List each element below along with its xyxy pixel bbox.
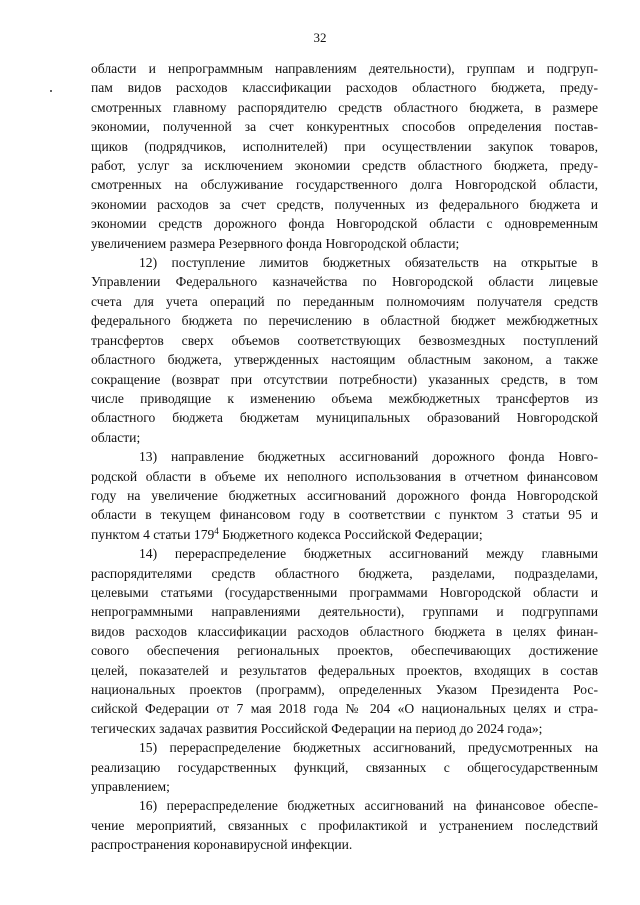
text-line: тегических задачах развития Российской Федерации на период до 2024 года»; [91, 720, 543, 736]
text-line [91, 525, 598, 544]
text-line: реализацию государственных функций, связанных с общегосударственным [91, 759, 598, 775]
text-line: 16) перераспределение бюджетных ассигнований на финансовое обеспе- [139, 798, 598, 814]
text-line: экономии средств дорожного фонда Новгородской области с одновременным [91, 216, 598, 232]
text-line: трансфертов сверх объемов соответствующих безвозмездных поступлений [91, 332, 598, 348]
text-line: сийской Федерации от 7 мая 2018 года № 204 «О национальных целях и стра- [91, 701, 598, 717]
text-line: областного бюджета бюджетам муниципальных образований Новгородской [91, 410, 598, 426]
text-line: счета для учета операций по переданным полномочиям получателя средств [91, 293, 598, 309]
text-line: числе приводящие к изменению объема межбюджетных трансфертов из [91, 390, 598, 406]
text-line: работ, услуг за исключением экономии средств областного бюджета, преду- [91, 158, 598, 174]
text-line: непрограммными направлениями деятельности), группами и подгруппами [91, 604, 598, 620]
paragraph-12 [91, 253, 598, 447]
text-line: управлением; [91, 779, 170, 795]
text-line: национальных проектов (программ), определенных Указом Президента Рос- [91, 682, 598, 697]
paragraph-13 [91, 447, 598, 544]
text-line: Управлении Федерального казначейства по Новгородской области лицевые [91, 274, 598, 290]
page-number: 32 [313, 30, 327, 45]
text-line: году на увеличение бюджетных ассигнований дорожного фонда Новгородской [91, 487, 598, 503]
text-line: сокращение (возврат при отсутствии потребности) указанных средств, в том [91, 371, 598, 387]
text-line: 12) поступление лимитов бюджетных обязательств на открытые в [139, 255, 598, 271]
superscript: 4 [214, 525, 219, 536]
paragraph-11-continuation [91, 59, 598, 253]
text-line: чение мероприятий, связанных с профилактикой и устранением последствий [91, 817, 598, 833]
text-line: области и непрограммным направлениям деятельности), группам и подгруп- [91, 61, 598, 76]
text-line: распространения коронавирусной инфекции. [91, 837, 353, 853]
text-line: экономии, полученной за счет конкурентных способов определения постав- [91, 119, 598, 135]
text-line: сового обеспечения региональных проектов, обеспечивающих достижение [91, 643, 598, 659]
margin-mark [50, 90, 52, 92]
text-line: целей, показателей и результатов федеральных проектов, входящих в состав [91, 662, 598, 678]
text-line: целевыми статьями (государственными программами Новгородской области и [91, 584, 598, 600]
text-line: пам видов расходов классификации расходов областного бюджета, преду- [91, 80, 598, 96]
document-body [91, 59, 598, 855]
text-line: родской области в объеме их неполного использования в отчетном финансовом [91, 468, 598, 484]
text-line: щиков (подрядчиков, исполнителей) при осуществлении закупок товаров, [91, 138, 598, 154]
text-line: увеличением размера Резервного фонда Новгородской области; [91, 235, 460, 251]
paragraph-15 [91, 738, 598, 796]
text-fragment: Бюджетного кодекса Российской Федерации; [218, 526, 483, 542]
text-line: 13) направление бюджетных ассигнований дорожного фонда Новго- [139, 449, 598, 465]
text-line: 14) перераспределение бюджетных ассигнований между главными [139, 546, 598, 562]
text-line: видов расходов классификации расходов областного бюджета в целях финан- [91, 623, 598, 639]
text-line: области в текущем финансовом году в соответствии с пунктом 3 статьи 95 и [91, 507, 598, 523]
text-line: области; [91, 429, 141, 445]
text-fragment: пунктом 4 статьи 179 [91, 526, 215, 542]
text-line: федерального бюджета по перечислению в областной бюджет межбюджетных [91, 313, 598, 329]
text-line: распорядителями средств областного бюджета, разделами, подразделами, [91, 565, 598, 581]
text-line: смотренных главному распорядителю средств областного бюджета, в размере [91, 99, 598, 115]
text-line: экономии расходов за счет средств, полученных из федерального бюджета и [91, 196, 598, 212]
paragraph-14 [91, 544, 598, 738]
text-line: 15) перераспределение бюджетных ассигнований, предусмотренных на [139, 740, 598, 756]
paragraph-16 [91, 796, 598, 854]
text-line: смотренных на обслуживание государственного долга Новгородской области, [91, 177, 598, 193]
text-line: областного бюджета, утвержденных настоящим областным законом, а также [91, 352, 598, 368]
